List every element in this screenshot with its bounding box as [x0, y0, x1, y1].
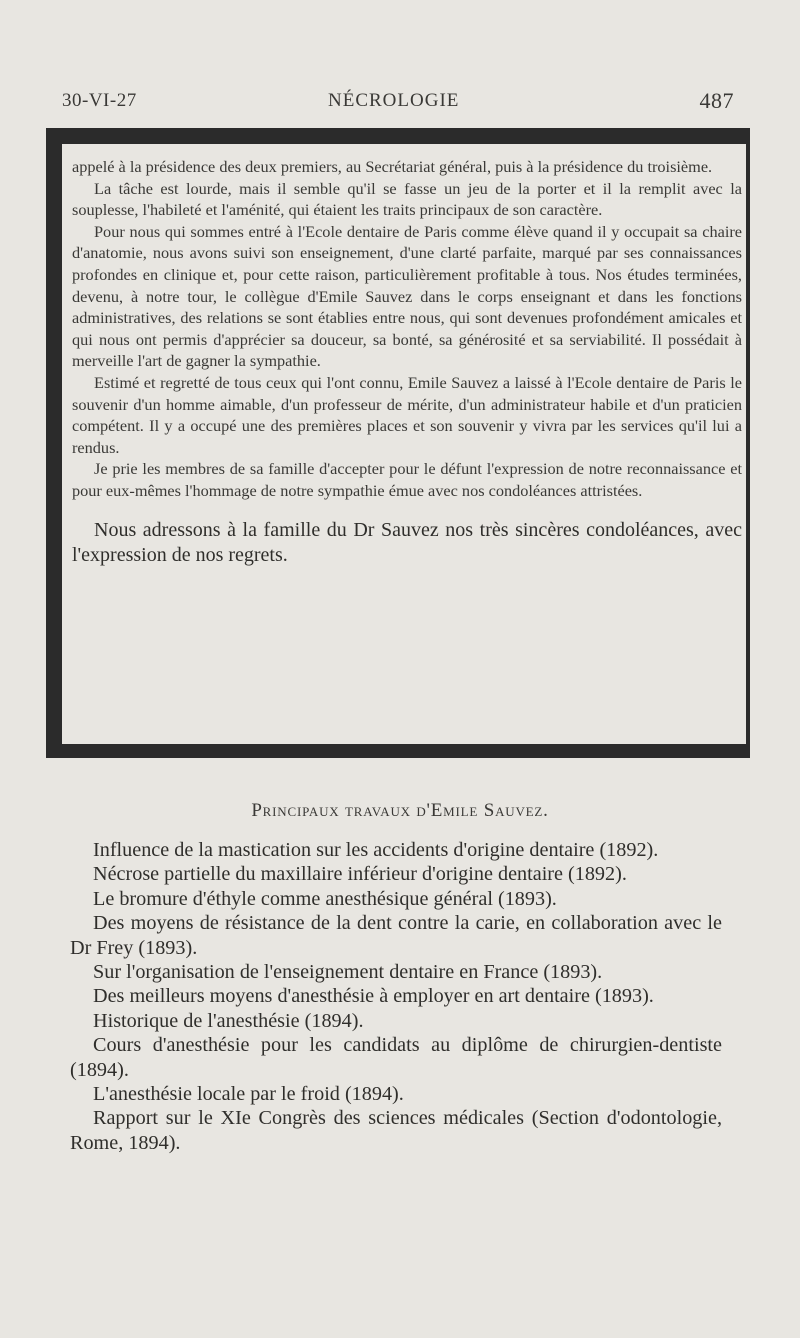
- condolences-paragraph: Nous adressons à la famille du Dr Sauvez nos très sincères condoléances, avec l'expression de nos regrets.: [72, 518, 742, 566]
- work-item: Le bromure d'éthyle comme anesthésique général (1893).: [93, 887, 557, 910]
- work-item: Sur l'organisation de l'enseignement dentaire en France (1893).: [93, 961, 603, 984]
- work-item: Influence de la mastication sur les accidents d'origine dentaire (1892).: [93, 839, 659, 861]
- works-heading: Principaux travaux d'Emile Sauvez.: [251, 800, 549, 821]
- obituary-paragraph: Pour nous qui sommes entré à l'Ecole dentaire de Paris comme élève quand il y occupait sa chaire d'anatomie, nous avons suivi son enseignement, d'une clarté parfaite, marqué par ses connaissances profondes en clinique et, pour cette raison, particulièrement profitable à tous. Nos études terminées, devenu, à notre tour, le collègue d'Emile Sauvez dans le corps enseignant et dans les fonctions administratives, des relations se sont établies entre nous, qui sont devenues profondément amicales et qui nous ont permis d'apprécier sa douceur, sa bonté, sa générosité et sa serviabilité. Il possédait à merveille l'art de gagner la sympathie.: [72, 221, 742, 371]
- section-title: NÉCROLOGIE: [328, 90, 460, 111]
- works-list: [70, 838, 722, 1155]
- issue-date: 30-VI-27: [62, 90, 137, 111]
- work-item: Cours d'anesthésie pour les candidats au diplôme de chirurgien-dentiste (1894).: [70, 1034, 722, 1081]
- obituary-paragraph: Je prie les membres de sa famille d'accepter pour le défunt l'expression de notre reconnaissance et pour eux-mêmes l'hommage de notre sympathie émue avec nos condoléances attristées.: [72, 459, 742, 500]
- obituary-paragraph: La tâche est lourde, mais il semble qu'il se fasse un jeu de la porter et il la remplit avec la souplesse, l'habileté et l'aménité, qui étaient les traits principaux de son caractère.: [72, 178, 742, 220]
- obituary-paragraph: Estimé et regretté de tous ceux qui l'ont connu, Emile Sauvez a laissé à l'Ecole dentaire de Paris le souvenir d'un homme aimable, d'un professeur de mérite, d'un administrateur habile et d'un praticien compétent. Il y a occupé une des premières places et son souvenir y vivra par les services qu'il lui a rendus.: [72, 372, 742, 457]
- work-item: Des moyens de résistance de la dent contre la carie, en collaboration avec le Dr Frey (1893).: [70, 912, 722, 959]
- obituary-text: [72, 156, 742, 568]
- work-item: Nécrose partielle du maxillaire inférieur d'origine dentaire (1892).: [93, 863, 627, 886]
- work-item: Historique de l'anesthésie (1894).: [93, 1009, 364, 1032]
- work-item: Des meilleurs moyens d'anesthésie à employer en art dentaire (1893).: [93, 985, 654, 1008]
- obituary-black-frame: [46, 128, 750, 758]
- obituary-paragraph: appelé à la présidence des deux premiers, au Secrétariat général, puis à la présidence du troisième.: [72, 157, 713, 176]
- work-item: Rapport sur le XIe Congrès des sciences médicales (Section d'odontologie, Rome, 1894).: [70, 1107, 722, 1154]
- page-header: [62, 88, 734, 118]
- page-number: 487: [699, 88, 734, 113]
- work-item: L'anesthésie locale par le froid (1894).: [93, 1083, 404, 1106]
